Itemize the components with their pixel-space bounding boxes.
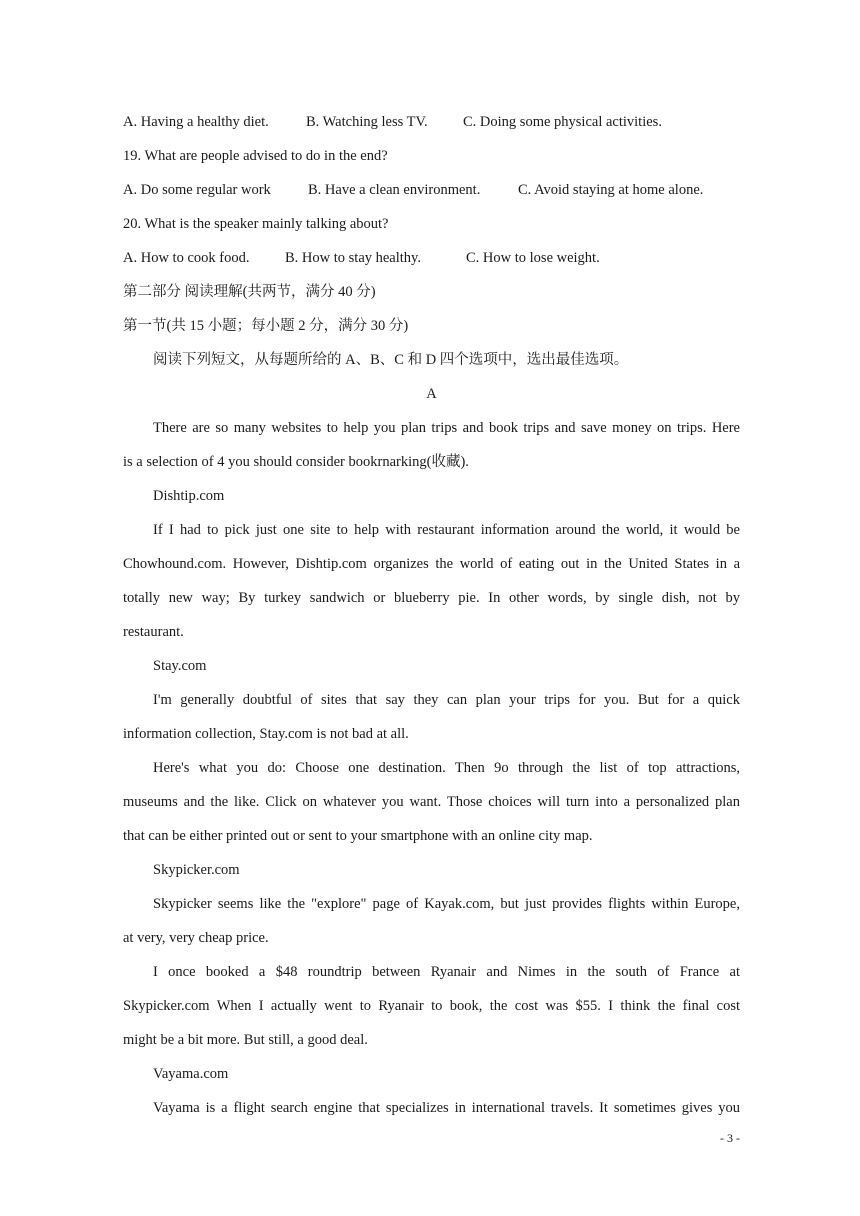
q18-option-b: B. Watching less TV. bbox=[306, 114, 428, 130]
site-heading-stay: Stay.com bbox=[153, 658, 207, 674]
passage-label: A bbox=[426, 386, 437, 402]
q18-option-c: C. Doing some physical activities. bbox=[463, 114, 662, 130]
passage-line: Skypicker seems like the "explore" page of Kayak.com, but just provides flights within Europe, bbox=[153, 896, 740, 912]
q19-question: 19. What are people advised to do in the end? bbox=[123, 148, 388, 164]
passage-line: If I had to pick just one site to help with restaurant information around the world, it would be bbox=[153, 522, 740, 538]
passage-line: totally new way; By turkey sandwich or blueberry pie. In other words, by single dish, not by bbox=[123, 590, 740, 606]
passage-line: Vayama is a flight search engine that specializes in international travels. It sometimes gives you bbox=[153, 1100, 740, 1116]
q20-option-a: A. How to cook food. bbox=[123, 250, 250, 266]
passage-line: information collection, Stay.com is not bad at all. bbox=[123, 726, 409, 742]
passage-line: at very, very cheap price. bbox=[123, 930, 269, 946]
passage-line: that can be either printed out or sent to your smartphone with an online city map. bbox=[123, 828, 593, 844]
passage-line: I'm generally doubtful of sites that say they can plan your trips for you. But for a quick bbox=[153, 692, 740, 708]
q19-option-c: C. Avoid staying at home alone. bbox=[518, 182, 704, 198]
q20-option-c: C. How to lose weight. bbox=[466, 250, 600, 266]
passage-line: museums and the like. Click on whatever you want. Those choices will turn into a personalized plan bbox=[123, 794, 740, 810]
site-heading-dishtip: Dishtip.com bbox=[153, 488, 225, 504]
q18-options bbox=[123, 112, 740, 132]
page-number: - 3 - bbox=[720, 1131, 740, 1145]
q18-option-a: A. Having a healthy diet. bbox=[123, 114, 269, 130]
passage-line: I once booked a $48 roundtrip between Ryanair and Nimes in the south of France at bbox=[153, 964, 740, 980]
passage-line: There are so many websites to help you plan trips and book trips and save money on trips. Here bbox=[153, 420, 740, 436]
passage-line: Chowhound.com. However, Dishtip.com organizes the world of eating out in the United States in a bbox=[123, 556, 740, 572]
passage-line: might be a bit more. But still, a good deal. bbox=[123, 1032, 368, 1048]
passage-line: Here's what you do: Choose one destination. Then 9o through the list of top attractions, bbox=[153, 760, 740, 776]
site-heading-vayama: Vayama.com bbox=[153, 1066, 229, 1082]
q20-question: 20. What is the speaker mainly talking about? bbox=[123, 216, 389, 232]
q20-option-b: B. How to stay healthy. bbox=[285, 250, 421, 266]
q19-options bbox=[123, 180, 740, 200]
part2-heading: 第二部分 阅读理解(共两节，满分 40 分) bbox=[123, 284, 376, 300]
passage-line: restaurant. bbox=[123, 624, 184, 640]
passage-line: Skypicker.com When I actually went to Ryanair to book, the cost was $55. I think the final cost bbox=[123, 998, 740, 1014]
instructions: 阅读下列短文，从每题所给的 A、B、C 和 D 四个选项中，选出最佳选项。 bbox=[153, 352, 629, 368]
passage-line: is a selection of 4 you should consider bookrnarking(收藏). bbox=[123, 454, 469, 470]
section1-heading: 第一节(共 15 小题；每小题 2 分，满分 30 分) bbox=[123, 318, 409, 334]
q19-option-b: B. Have a clean environment. bbox=[308, 182, 481, 198]
q20-options bbox=[123, 248, 740, 268]
q19-option-a: A. Do some regular work bbox=[123, 182, 271, 198]
site-heading-skypicker: Skypicker.com bbox=[153, 862, 240, 878]
